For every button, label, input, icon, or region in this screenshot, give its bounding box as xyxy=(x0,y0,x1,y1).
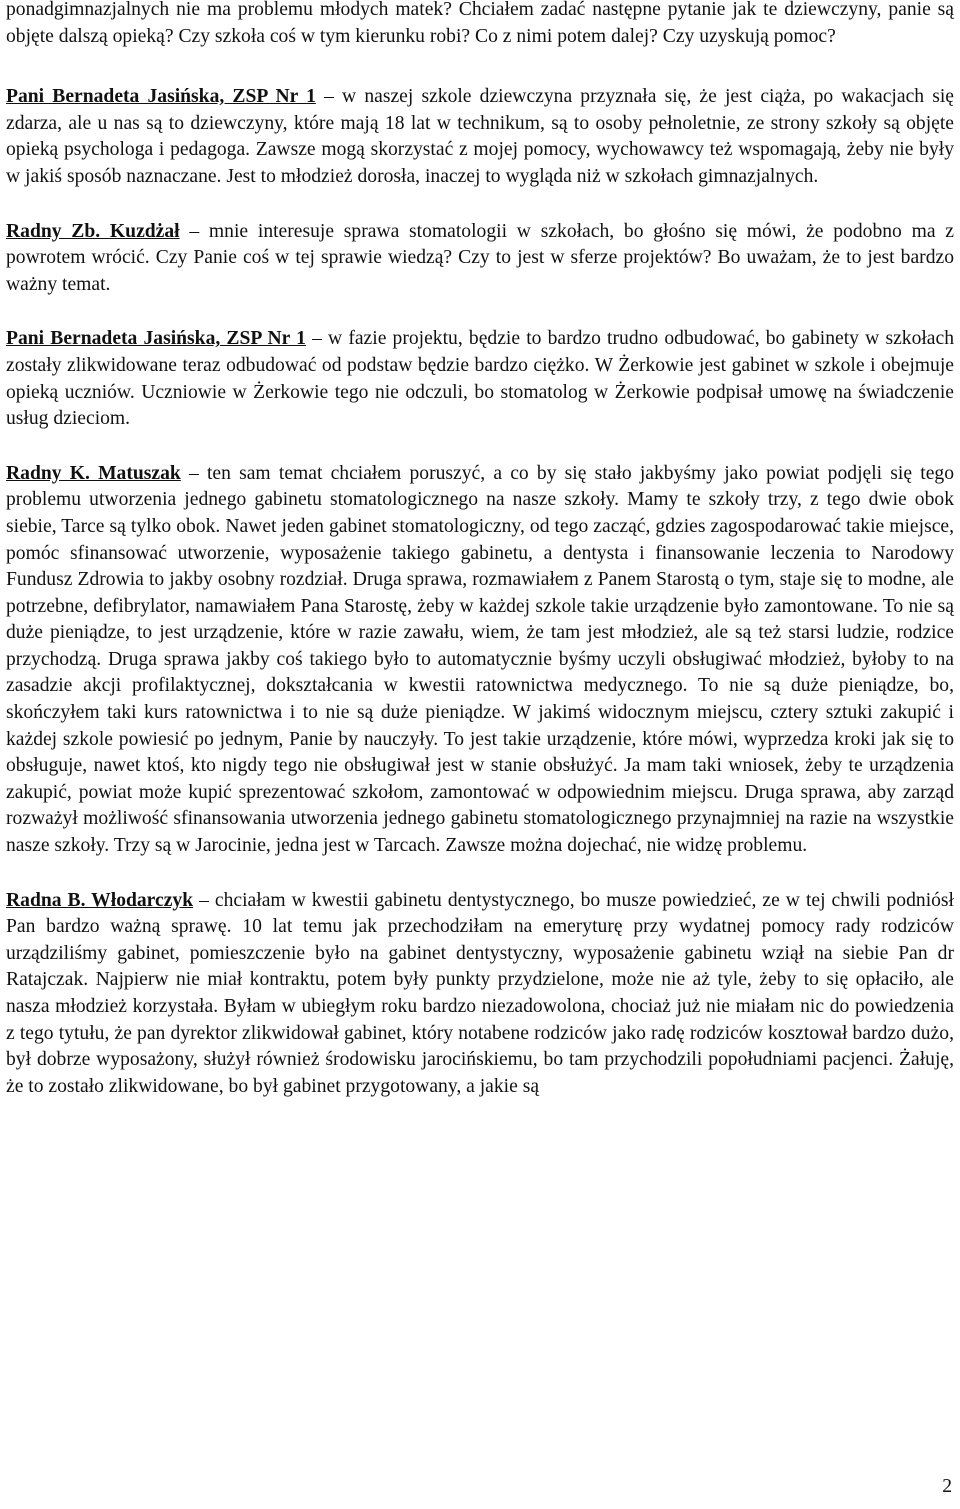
paragraph-jasinska-answer-1 xyxy=(6,84,954,190)
paragraph-kuzdzal-question xyxy=(6,219,954,299)
speaker-name: Radna B. Włodarczyk xyxy=(6,889,194,911)
speaker-name: Radny Zb. Kuzdżał xyxy=(6,220,180,242)
paragraph-text: – w fazie projektu, będzie to bardzo trudno odbudować, bo gabinety w szkołach zostały zlikwidowane teraz odbudować od podstaw będzie bardzo ciężko. W Żerkowie jest gabinet w szkole i obejmuje opieką uczniów. Uczniowie w Żerkowie tego nie odczuli, bo stomatolog w Żerkowie podpisał umowę na świadczenie usług dzieciom. xyxy=(6,328,955,430)
paragraph-text: – w naszej szkole dziewczyna przyznała się, że jest ciąża, po wakacjach się zdarza, ale u nas są to dziewczyny, które mają 18 lat w technikum, są to osoby pełnoletnie, ze strony szkoły są objęte opieką psychologa i pedagoga. Zawsze mogą skorzystać z mojej pomocy, wychowawcy też wspomagają, żeby nie były w jakiś sposób naznaczane. Jest to młodzież dorosła, inaczej to wygląda niż w szkołach gimnazjalnych. xyxy=(6,86,954,187)
speaker-name: Radny K. Matuszak xyxy=(6,462,181,484)
paragraph-text: – chciałam w kwestii gabinetu dentystycznego, bo musze powiedzieć, ze w tej chwili podniósł Pan bardzo ważną sprawę. 10 lat temu jak przechodziłam na emeryturę przy wydatnej pomocy rady rodziców urządziliśmy gabinet, pomieszczenie było na gabinet dentystyczny, wyposażenie gabinetu wziął na siebie Pan dr Ratajczak. Najpierw nie miał kontraktu, potem były punkty przydzielone, może nie aż tyle, żeby to się opłaciło, ale nasza młodzież korzystała. Byłam w ubiegłym roku bardzo niezadowolona, chociaż już nie miałam nic do powiedzenia z tego tytułu, że pan dyrektor zlikwidował gabinet, który notabene rodziców jako radę rodziców kosztował bardzo dużo, był dobrze wyposażony, służył również środowisku jarocińskiemu, bo tam przychodzili popołudniami pacjenci. Żałuję, że to zostało zlikwidowane, bo był gabinet przygotowany, a jakie są xyxy=(6,889,955,1097)
paragraph-matuszak-statement xyxy=(6,461,954,860)
paragraph-continued-question xyxy=(6,0,954,50)
speaker-name: Pani Bernadeta Jasińska, ZSP Nr 1 xyxy=(6,86,316,108)
speaker-name: Pani Bernadeta Jasińska, ZSP Nr 1 xyxy=(6,328,306,350)
paragraph-text: ponadgimnazjalnych nie ma problemu młodych matek? Chciałem zadać następne pytanie jak te dziewczyny, panie są objęte dalszą opieką? Czy szkoła coś w tym kierunku robi? Co z nimi potem dalej? Czy uzyskują pomoc? xyxy=(6,0,954,47)
paragraph-jasinska-answer-2 xyxy=(6,326,954,432)
document-page xyxy=(6,0,954,1100)
paragraph-wlodarczyk-statement xyxy=(6,888,954,1101)
paragraph-text: – ten sam temat chciałem poruszyć, a co by się stało jakbyśmy jako powiat podjęli się tego problemu utworzenia jednego gabinetu stomatologicznego na nasze szkoły. Mamy te szkoły trzy, z tego dwie obok siebie, Tarce są tylko obok. Nawet jeden gabinet stomatologiczny, od tego zacząć, gdzies zagospodarować takie miejsce, pomóc sfinansować utworzenie, wyposażenie takiego gabinetu, a dentysta i finansowanie leczenia to Narodowy Fundusz Zdrowia to jakby osobny rozdział. Druga sprawa, rozmawiałem z Panem Starostą o tym, staje się to modne, ale potrzebne, defibrylator, namawiałem Pana Starostę, żeby w każdej szkole takie urządzenie było zamontowane. To nie są duże pieniądze, to jest urządzenie, które w razie zawału, wiem, że tam jest młodzież, ale są też starsi ludzie, rodzice przychodzą. Druga sprawa jakby coś takiego było to automatycznie byśmy uczyli obsługiwać młodzież, byłoby to na zasadzie akcji profilaktycznej, dokształcania w kwestii ratownictwa medycznego. To nie są duże pieniądze, bo, skończyłem taki kurs ratownictwa i to nie są duże pieniądze. W jakimś widocznym miejscu, cztery sztuki zakupić i każdej szkole powiesić po jednym, Panie by nauczyły. To jest takie urządzenie, które mówi, wyprzedza kroki jak się to obsługuje, nawet ktoś, kto nigdy tego nie obsługiwał jest w stanie obsłużyć. Ja mam taki wniosek, żeby te urządzenia zakupić, powiat może kupić sprezentować szkołom, zamontować w odpowiednim miejscu. Druga sprawa, aby zarząd rozważył możliwość sfinansowania utworzenia jednego gabinetu stomatologicznego przynajmniej na razie na wszystkie nasze szkoły. Trzy są w Jarocinie, jedna jest w Tarcach. Zawsze można dojechać, nie widzę problemu. xyxy=(6,462,954,857)
paragraph-text: – mnie interesuje sprawa stomatologii w szkołach, bo głośno się mówi, że podobno ma z powrotem wrócić. Czy Panie coś w tej sprawie wiedzą? Czy to jest w sferze projektów? Bo uważam, że to jest bardzo ważny temat. xyxy=(6,220,954,295)
page-number: 2 xyxy=(942,1476,952,1497)
